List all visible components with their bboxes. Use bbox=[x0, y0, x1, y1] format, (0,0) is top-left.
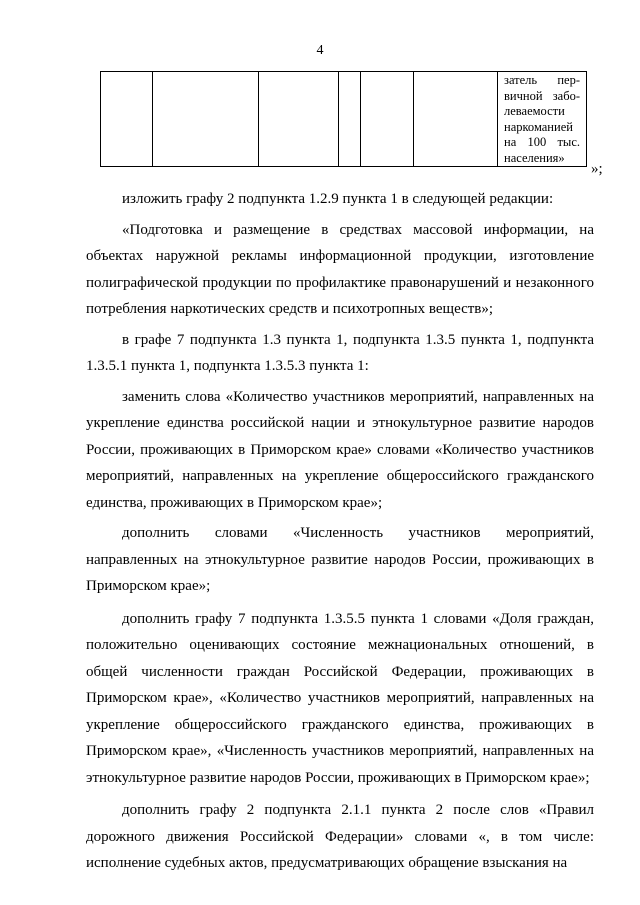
paragraph: «Подготовка и размещение в средствах массовой информации, на объектах наружной рекламы информационной продукции, изготовление полиграфической продукции по профилактике правонарушений и незаконного потребления наркотических средств и психотропных веществ»; bbox=[86, 221, 594, 317]
page-number: 4 bbox=[316, 43, 324, 58]
table-fragment bbox=[100, 71, 587, 167]
cell-line: наркоманией bbox=[504, 119, 573, 134]
cell-line: на 100 тыс. bbox=[504, 135, 580, 149]
table-cell-indicator bbox=[498, 72, 587, 167]
table-cell bbox=[153, 72, 259, 167]
table-row bbox=[101, 72, 587, 167]
table-closing-quote: »; bbox=[591, 161, 603, 177]
paragraph: дополнить графу 7 подпункта 1.3.5.5 пункта 1 словами «Доля граждан, положительно оценивающих состояние межнациональных отношений, в общей численности граждан Российской Федерации, проживающих в Приморском крае», «Количество участников мероприятий, направленных на укрепление общероссийского гражданского единства, проживающих в Приморском крае», «Численность участников мероприятий, направленных на этнокультурное развитие народов России, проживающих в Приморском крае»; bbox=[86, 610, 594, 786]
paragraph: дополнить словами «Численность участников мероприятий, направленных на этнокультурное развитие народов России, проживающих в Приморском крае»; bbox=[86, 525, 594, 594]
paragraph: дополнить графу 2 подпункта 2.1.1 пункта 2 после слов «Правил дорожного движения Российской Федерации» словами «, в том числе: исполнение судебных актов, предусматривающих обращение взыскания на bbox=[86, 802, 594, 871]
table-cell bbox=[259, 72, 339, 167]
cell-line: вичной забо- bbox=[504, 88, 580, 103]
cell-line: населения» bbox=[504, 150, 565, 165]
cell-line: леваемости bbox=[504, 104, 565, 118]
table-cell bbox=[101, 72, 153, 167]
paragraph: в графе 7 подпункта 1.3 пункта 1, подпункта 1.3.5 пункта 1, подпункта 1.3.5.1 пункта 1, подпункта 1.3.5.3 пункта 1: bbox=[86, 331, 594, 374]
paragraph: изложить графу 2 подпункта 1.2.9 пункта 1 в следующей редакции: bbox=[122, 191, 554, 207]
cell-line: затель пер- bbox=[504, 73, 580, 87]
paragraph: заменить слова «Количество участников мероприятий, направленных на укрепление единства российской нации и этнокультурное развитие народов России, проживающих в Приморском крае» словами «Количество участников мероприятий, направленных на укрепление общероссийского гражданского единства, проживающих в Приморском крае»; bbox=[86, 388, 594, 511]
table-cell bbox=[361, 72, 414, 167]
table-cell bbox=[414, 72, 498, 167]
table-cell bbox=[339, 72, 361, 167]
document-body bbox=[86, 186, 594, 877]
